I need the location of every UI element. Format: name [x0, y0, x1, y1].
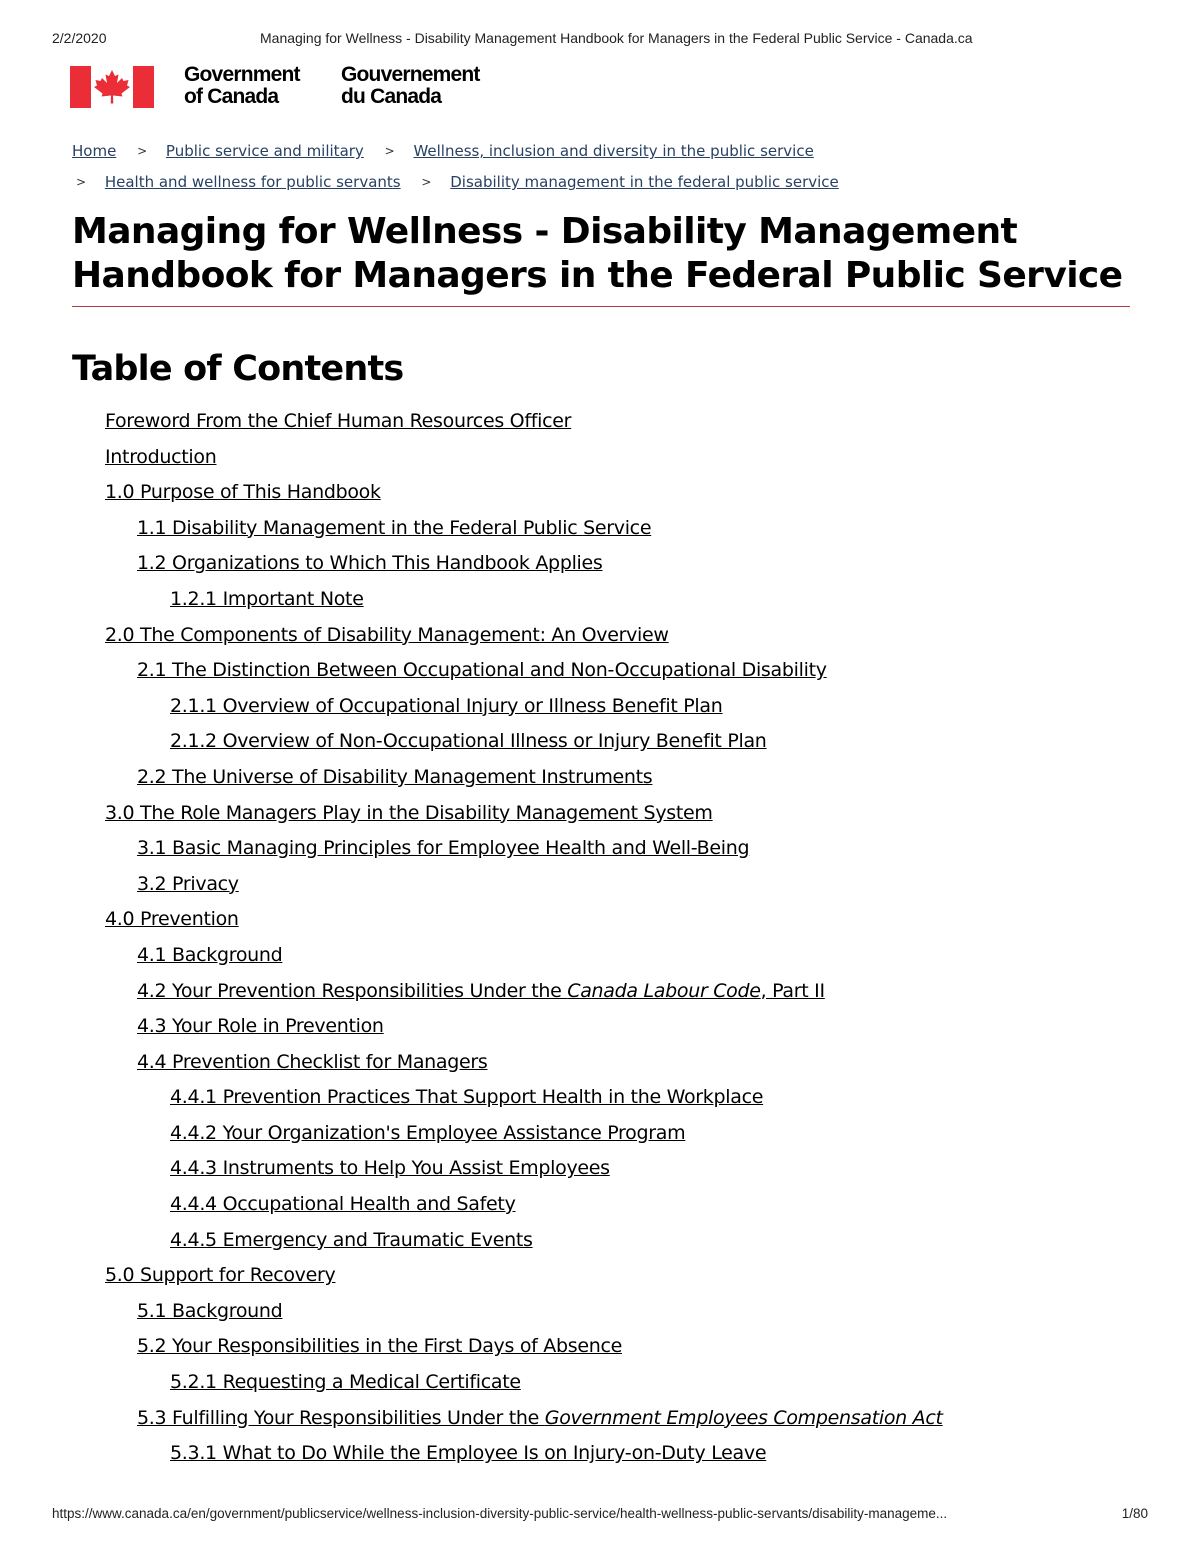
toc-item — [72, 902, 1132, 938]
breadcrumb-home[interactable]: Home — [72, 142, 117, 160]
toc-item — [72, 1080, 1132, 1116]
toc-link-4-4-1[interactable]: 4.4.1 Prevention Practices That Support Health in the Workplace — [170, 1086, 764, 1109]
breadcrumb-line-1 — [72, 140, 1132, 171]
toc-item — [72, 582, 1132, 618]
toc-item — [72, 1116, 1132, 1152]
toc-item — [72, 1151, 1132, 1187]
chevron-right-icon: > — [384, 144, 395, 158]
toc-link-2-2[interactable]: 2.2 The Universe of Disability Management Instruments — [137, 765, 653, 788]
toc-item — [72, 1329, 1132, 1365]
toc-link-1-2[interactable]: 1.2 Organizations to Which This Handbook Applies — [137, 552, 603, 575]
toc-item — [72, 1009, 1132, 1045]
title-divider — [72, 306, 1130, 307]
chevron-right-icon: > — [421, 175, 432, 189]
toc-link-4-2-post: , Part II — [760, 979, 825, 1002]
toc-link-4-4-4[interactable]: 4.4.4 Occupational Health and Safety — [170, 1193, 516, 1216]
toc-item — [72, 1436, 1132, 1472]
toc-item — [72, 938, 1132, 974]
toc-link-5-2-1[interactable]: 5.2.1 Requesting a Medical Certificate — [170, 1371, 521, 1394]
toc-item — [72, 475, 1132, 511]
government-of-canada-signature[interactable] — [70, 64, 500, 110]
wordmark-fr-line1: Gouvernement — [341, 63, 480, 86]
toc-item — [72, 404, 1132, 440]
toc-link-4-3[interactable]: 4.3 Your Role in Prevention — [137, 1015, 384, 1038]
toc-item — [72, 653, 1132, 689]
toc-link-5-3-pre: 5.3 Fulfilling Your Responsibilities Under the — [137, 1406, 545, 1429]
print-url: https://www.canada.ca/en/government/publicservice/wellness-inclusion-diversity-public-service/health-wellness-public-servants/disability-manageme... — [52, 1506, 948, 1521]
toc-link-4-2-pre: 4.2 Your Prevention Responsibilities Under the — [137, 979, 568, 1002]
toc-item — [72, 1258, 1132, 1294]
toc-heading: Table of Contents — [72, 349, 404, 389]
print-header — [52, 30, 1148, 50]
chevron-right-icon: > — [137, 144, 148, 158]
maple-leaf-icon — [94, 70, 130, 104]
toc-link-foreword[interactable]: Foreword From the Chief Human Resources Officer — [105, 410, 572, 432]
toc-link-4-0[interactable]: 4.0 Prevention — [105, 908, 239, 931]
toc-link-5-3[interactable] — [137, 1407, 943, 1429]
toc-link-1-2-1[interactable]: 1.2.1 Important Note — [170, 587, 364, 610]
toc-item — [72, 760, 1132, 796]
wordmark-fr-line2: du Canada — [341, 85, 442, 108]
toc-item — [72, 689, 1132, 725]
toc-item — [72, 1187, 1132, 1223]
canada-flag-icon — [70, 66, 154, 108]
table-of-contents — [72, 404, 1132, 1472]
toc-link-4-4-2[interactable]: 4.4.2 Your Organization's Employee Assistance Program — [170, 1121, 686, 1144]
breadcrumb — [72, 140, 1132, 202]
toc-link-1-0[interactable]: 1.0 Purpose of This Handbook — [105, 481, 381, 504]
toc-link-4-4-5[interactable]: 4.4.5 Emergency and Traumatic Events — [170, 1228, 533, 1251]
wordmark-french — [341, 64, 480, 108]
toc-link-introduction[interactable]: Introduction — [105, 445, 217, 468]
toc-link-5-1[interactable]: 5.1 Background — [137, 1299, 283, 1322]
toc-item — [72, 1223, 1132, 1259]
toc-item — [72, 440, 1132, 476]
toc-link-3-2[interactable]: 3.2 Privacy — [137, 872, 239, 895]
wordmark-english — [184, 64, 300, 108]
toc-item — [72, 618, 1132, 654]
toc-item — [72, 867, 1132, 903]
breadcrumb-health-and-wellness[interactable]: Health and wellness for public servants — [104, 173, 401, 191]
flag-left-bar — [70, 66, 91, 108]
toc-link-5-3-1[interactable]: 5.3.1 What to Do While the Employee Is on Injury-on-Duty Leave — [170, 1442, 767, 1465]
toc-link-1-1[interactable]: 1.1 Disability Management in the Federal Public Service — [137, 516, 652, 539]
toc-item — [72, 1401, 1132, 1437]
toc-link-5-0[interactable]: 5.0 Support for Recovery — [105, 1264, 336, 1287]
chevron-right-icon: > — [76, 175, 87, 189]
toc-item — [72, 974, 1132, 1010]
page-title — [72, 210, 1132, 298]
breadcrumb-line-2 — [72, 171, 1132, 202]
toc-item — [72, 796, 1132, 832]
wordmark-en-line2: of Canada — [184, 85, 279, 108]
page-title-line-2: Handbook for Managers in the Federal Public Service — [72, 255, 1123, 296]
wordmark-en-line1: Government — [184, 63, 300, 86]
print-document-title: Managing for Wellness - Disability Management Handbook for Managers in the Federal Public Service - Canada.ca — [260, 30, 973, 46]
toc-link-4-2-act-title: Canada Labour Code — [567, 979, 761, 1002]
toc-link-2-1-1[interactable]: 2.1.1 Overview of Occupational Injury or Illness Benefit Plan — [170, 694, 723, 717]
toc-link-5-3-act-title: Government Employees Compensation Act — [544, 1406, 943, 1429]
flag-right-bar — [133, 66, 154, 108]
toc-item — [72, 1294, 1132, 1330]
toc-item — [72, 831, 1132, 867]
print-page-number: 1/80 — [1121, 1506, 1148, 1521]
toc-item — [72, 546, 1132, 582]
toc-item — [72, 1045, 1132, 1081]
toc-link-4-1[interactable]: 4.1 Background — [137, 943, 283, 966]
print-footer — [52, 1506, 1148, 1526]
breadcrumb-wellness-inclusion-diversity[interactable]: Wellness, inclusion and diversity in the public service — [413, 142, 814, 160]
breadcrumb-public-service-and-military[interactable]: Public service and military — [165, 142, 364, 160]
toc-link-5-2[interactable]: 5.2 Your Responsibilities in the First Days of Absence — [137, 1335, 622, 1358]
toc-link-3-0[interactable]: 3.0 The Role Managers Play in the Disability Management System — [105, 801, 713, 824]
page-title-line-1: Managing for Wellness - Disability Management — [72, 211, 1018, 252]
toc-item — [72, 511, 1132, 547]
toc-item — [72, 724, 1132, 760]
toc-item — [72, 1365, 1132, 1401]
toc-link-4-4-3[interactable]: 4.4.3 Instruments to Help You Assist Employees — [170, 1157, 610, 1180]
toc-link-3-1[interactable]: 3.1 Basic Managing Principles for Employee Health and Well-Being — [137, 837, 750, 860]
print-date: 2/2/2020 — [52, 30, 107, 46]
toc-link-4-4[interactable]: 4.4 Prevention Checklist for Managers — [137, 1050, 488, 1073]
breadcrumb-disability-management[interactable]: Disability management in the federal public service — [450, 173, 839, 191]
toc-link-2-1[interactable]: 2.1 The Distinction Between Occupational and Non-Occupational Disability — [137, 659, 827, 682]
toc-link-4-2[interactable] — [137, 980, 825, 1002]
toc-link-2-1-2[interactable]: 2.1.2 Overview of Non-Occupational Illness or Injury Benefit Plan — [170, 730, 767, 753]
toc-link-2-0[interactable]: 2.0 The Components of Disability Management: An Overview — [105, 623, 669, 646]
